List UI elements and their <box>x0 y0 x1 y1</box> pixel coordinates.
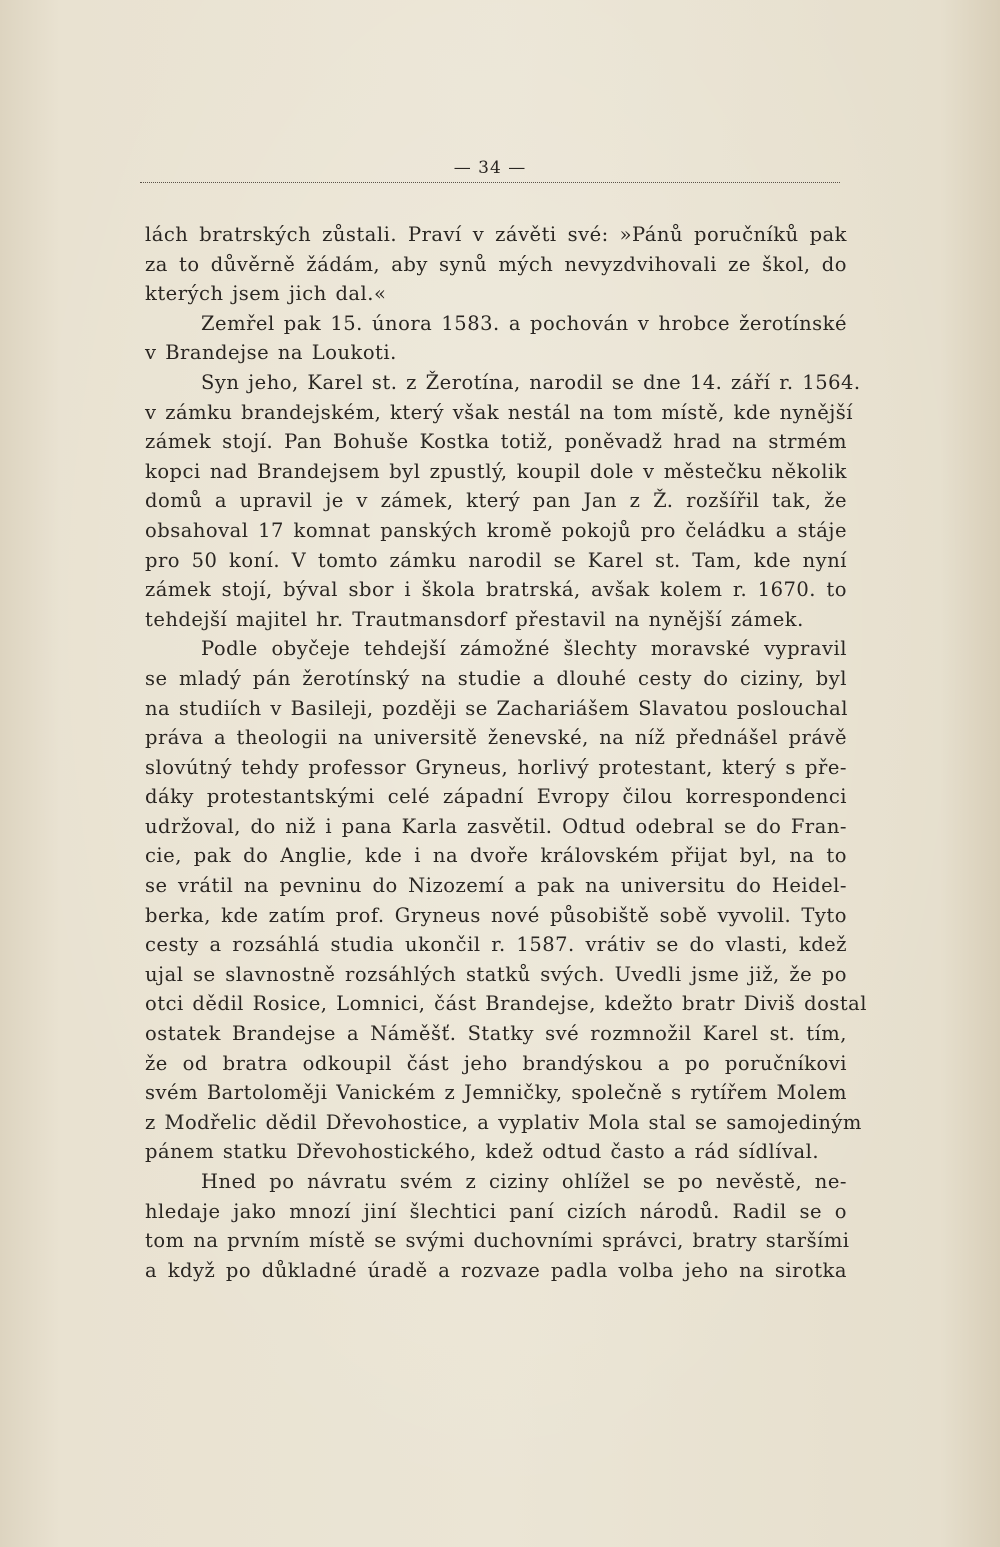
text-line: práva a theologii na universitě ženevské, na níž přednášel právě <box>145 726 847 750</box>
text-line: tom na prvním místě se svými duchovními správci, bratry staršími <box>145 1229 850 1253</box>
body-text <box>145 220 868 1285</box>
text-line: z Modřelic dědil Dřevohostice, a vyplativ Mola stal se samojediným <box>145 1110 862 1134</box>
text-line: slovútný tehdy professor Gryneus, horlivý protestant, který s pře- <box>145 755 847 779</box>
text-line: Zemřel pak 15. února 1583. a pochován v hrobce žerotínské <box>201 311 847 335</box>
text-line: svém Bartoloměji Vanickém z Jemničky, společně s rytířem Molem <box>145 1081 847 1105</box>
text-line: kopci nad Brandejsem byl zpustlý, koupil dole v městečku několik <box>145 459 847 483</box>
text-line: zámek stojí, býval sbor i škola bratrská, avšak kolem r. 1670. to <box>145 578 847 602</box>
text-line: na studiích v Basileji, později se Zachariášem Slavatou poslouchal <box>145 696 849 720</box>
page-number: — 34 — <box>453 158 527 178</box>
text-line: domů a upravil je v zámek, který pan Jan z Ž. rozšířil tak, že <box>145 489 847 513</box>
text-line: zámek stojí. Pan Bohuše Kostka totiž, poněvadž hrad na strmém <box>145 430 847 454</box>
text-line: berka, kde zatím prof. Gryneus nové působiště sobě vyvolil. Tyto <box>145 903 847 927</box>
text-line: otci dědil Rosice, Lomnici, část Brandejse, kdežto bratr Diviš dostal <box>145 992 868 1016</box>
text-line: že od bratra odkoupil část jeho brandýskou a po poručníkovi <box>145 1051 847 1075</box>
text-line: hledaje jako mnozí jiní šlechtici paní cizích národů. Radil se o <box>145 1199 847 1223</box>
text-line: pánem statku Dřevohostického, kdež odtud často a rád sídlíval. <box>145 1140 820 1164</box>
text-line: a když po důkladné úradě a rozvaze padla volba jeho na sirotka <box>145 1258 847 1282</box>
text-line: Podle obyčeje tehdejší zámožné šlechty moravské vypravil <box>201 637 847 661</box>
text-line: Hned po návratu svém z ciziny ohlížel se po nevěstě, ne- <box>201 1170 847 1193</box>
text-line: kterých jsem jich dal.« <box>145 282 387 306</box>
text-line: se vrátil na pevninu do Nizozemí a pak na universitu do Heidel- <box>145 874 847 898</box>
text-line: pro 50 koní. V tomto zámku narodil se Karel st. Tam, kde nyní <box>145 548 847 572</box>
header-rule <box>140 182 840 183</box>
text-line: ostatek Brandejse a Náměšť. Statky své rozmnožil Karel st. tím, <box>145 1022 847 1046</box>
text-line: tehdejší majitel hr. Trautmansdorf přestavil na nynější zámek. <box>145 607 804 631</box>
page-header <box>140 158 840 188</box>
text-line: obsahoval 17 komnat panských kromě pokojů pro čeládku a stáje <box>145 518 847 542</box>
text-line: udržoval, do niž i pana Karla zasvětil. Odtud odebral se do Fran- <box>145 814 847 838</box>
text-line: dáky protestantskými celé západní Evropy čilou korrespondenci <box>145 785 847 809</box>
text-line: se mladý pán žerotínský na studie a dlouhé cesty do ciziny, byl <box>145 666 847 690</box>
text-line: ujal se slavnostně rozsáhlých statků svých. Uvedli jsme již, že po <box>145 962 847 986</box>
text-line: Syn jeho, Karel st. z Žerotína, narodil se dne 14. září r. 1564. <box>201 370 861 394</box>
text-line: lách bratrských zůstali. Praví v závěti své: »Pánů poručníků pak <box>145 223 847 246</box>
text-line: cesty a rozsáhlá studia ukončil r. 1587. vrátiv se do vlasti, kdež <box>145 933 847 957</box>
text-line: za to důvěrně žádám, aby synů mých nevyzdvihovali ze škol, do <box>145 252 847 276</box>
text-line: cie, pak do Anglie, kde i na dvoře královském přijat byl, na to <box>145 844 847 868</box>
text-line: v zámku brandejském, který však nestál na tom místě, kde nynější <box>145 400 854 424</box>
text-line: v Brandejse na Loukoti. <box>145 341 397 365</box>
